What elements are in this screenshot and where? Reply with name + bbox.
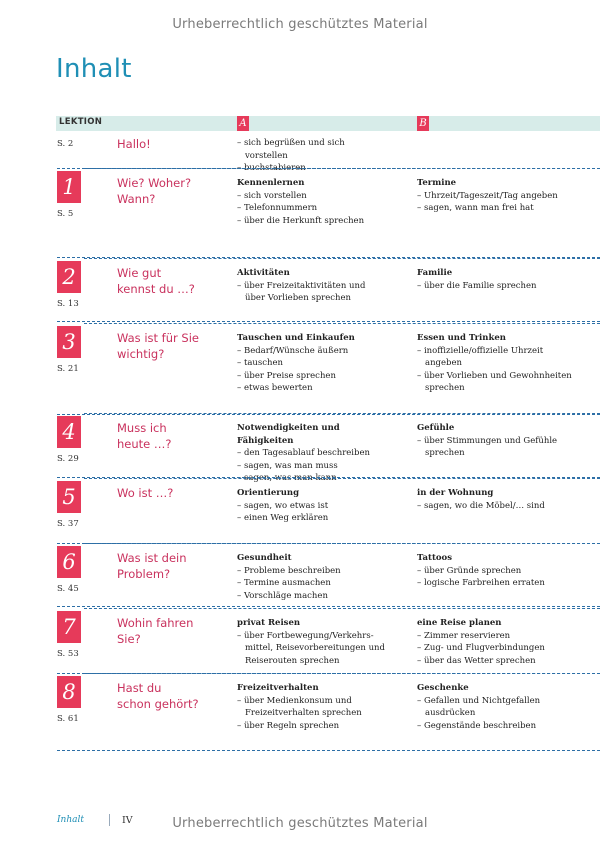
list-item: – sagen, wann man frei hat [417, 203, 534, 213]
row-top-divider [84, 258, 600, 259]
footer-separator [109, 814, 110, 826]
lesson-col-a [237, 617, 385, 667]
topic-heading: Aktivitäten [237, 268, 290, 278]
topic-heading: Tattoos [417, 553, 452, 563]
list-item: – Zug- und Flugverbindungen [417, 643, 545, 653]
header-col-a-badge: A [237, 116, 249, 131]
lesson-title: Was ist für Sie wichtig? [117, 331, 199, 361]
lesson-number-badge: 1 [57, 171, 81, 203]
topic-heading: Freizeitverhalten [237, 683, 319, 693]
list-item: – Bedarf/Wünsche äußern [237, 345, 349, 356]
lesson-title: Wie gut kennst du …? [117, 266, 195, 296]
list-item: – den Tagesablauf beschreiben [237, 448, 370, 458]
lesson-col-b [417, 332, 575, 395]
list-item: – über die Familie sprechen [417, 280, 537, 291]
lesson-col-b [417, 682, 575, 732]
lesson-number-badge: 2 [57, 261, 81, 293]
list-item: – sagen, was man kann [237, 473, 337, 483]
list-item: – Gegenstände beschreiben [417, 720, 537, 731]
lesson-title: Muss ich heute …? [117, 421, 172, 451]
topic-heading: Essen und Trinken [417, 333, 506, 343]
list-item: – Telefonnummern [237, 203, 318, 213]
lesson-col-b [417, 617, 575, 667]
lesson-title: Wie? Woher? Wann? [117, 176, 192, 206]
row-top-divider [84, 673, 600, 674]
page-title: Inhalt [56, 54, 132, 84]
lesson-col-b [417, 267, 575, 292]
lesson-col-a [237, 177, 385, 227]
lesson-page: S. 37 [57, 519, 79, 529]
list-item: – buchstabieren [237, 163, 306, 173]
lesson-title: Hast du schon gehört? [117, 681, 199, 711]
lesson-col-a [237, 332, 385, 395]
lesson-col-a [237, 552, 385, 602]
list-item: – sagen, wo die Möbel/… sind [417, 500, 545, 511]
list-item: – über Vorlieben und Gewohnheiten sprechen [417, 370, 572, 393]
list-item: – über das Wetter sprechen [417, 655, 536, 666]
topic-heading: privat Reisen [237, 618, 301, 628]
list-item: – über Regeln sprechen [237, 720, 340, 731]
list-item: – Gefallen und Nichtgefallen ausdrücken [417, 695, 541, 718]
list-item: – tauschen [237, 358, 284, 368]
topic-heading: Familie [417, 268, 453, 278]
lesson-title: Wo ist …? [117, 486, 174, 500]
row-divider [57, 750, 600, 751]
topic-heading: Notwendigkeiten und Fähigkeiten [237, 423, 340, 446]
list-item: – inoffizielle/offizielle Uhrzeit angeben [417, 345, 544, 368]
footer-label: Inhalt [57, 815, 85, 825]
watermark-top: Urheberrechtlich geschütztes Material [172, 17, 428, 32]
list-item: – sich vorstellen [237, 190, 307, 201]
lesson-col-a [237, 422, 385, 485]
list-item: – sagen, was man muss [237, 460, 338, 471]
row-divider [57, 414, 600, 415]
watermark-bottom: Urheberrechtlich geschütztes Material [172, 816, 428, 831]
list-item: – über Medienkonsum und Freizeitverhalten sprechen [237, 695, 362, 718]
lesson-col-b [417, 552, 575, 590]
topic-heading: Termine [417, 178, 457, 188]
lesson-page: S. 45 [57, 584, 79, 594]
list-item: – logische Farbreihen erraten [417, 578, 545, 588]
list-item: – Zimmer reservieren [417, 630, 511, 641]
row-top-divider [84, 608, 600, 609]
list-item: – einen Weg erklären [237, 513, 329, 523]
topic-heading: eine Reise planen [417, 618, 502, 628]
lesson-col-b [417, 177, 575, 215]
list-item: – Termine ausmachen [237, 578, 331, 588]
intro-title: Hallo! [117, 137, 151, 151]
row-divider [57, 606, 600, 607]
topic-heading: Geschenke [417, 683, 469, 693]
list-item: – Probleme beschreiben [237, 565, 341, 576]
row-divider [57, 321, 600, 322]
table-header-bar [56, 116, 600, 131]
topic-heading: Gefühle [417, 423, 455, 433]
lesson-number-badge: 5 [57, 481, 81, 513]
list-item: – Uhrzeit/Tageszeit/Tag angeben [417, 190, 558, 201]
list-item: – sagen, wo etwas ist [237, 500, 329, 511]
lesson-page: S. 61 [57, 714, 79, 724]
lesson-title: Was ist dein Problem? [117, 551, 187, 581]
lesson-page: S. 53 [57, 649, 79, 659]
lesson-page: S. 13 [57, 299, 79, 309]
lesson-page: S. 21 [57, 364, 79, 374]
topic-heading: Kennenlernen [237, 178, 305, 188]
intro-page: S. 2 [57, 139, 74, 149]
list-item: – über Stimmungen und Gefühle sprechen [417, 435, 558, 458]
lesson-number-badge: 6 [57, 546, 81, 578]
row-top-divider [84, 543, 600, 544]
lesson-number-badge: 3 [57, 326, 81, 358]
lesson-number-badge: 7 [57, 611, 81, 643]
lesson-col-a [237, 267, 385, 305]
topic-heading: Orientierung [237, 488, 300, 498]
lesson-number-badge: 4 [57, 416, 81, 448]
row-top-divider [84, 323, 600, 324]
lesson-col-a [237, 682, 385, 732]
topic-heading: Gesundheit [237, 553, 292, 563]
lesson-col-a [237, 487, 385, 525]
topic-heading: Tauschen und Einkaufen [237, 333, 355, 343]
lesson-number-badge: 8 [57, 676, 81, 708]
header-col-b-badge: B [417, 116, 429, 131]
list-item: – Vorschläge machen [237, 590, 328, 601]
footer-page-number: IV [122, 815, 133, 826]
row-top-divider [84, 413, 600, 414]
lesson-col-b [417, 487, 575, 512]
topic-heading: in der Wohnung [417, 488, 494, 498]
list-item: – sich begrüßen und sich vorstellen [237, 138, 345, 161]
list-item: – etwas bewerten [237, 383, 313, 393]
list-item: – über Fortbewegung/Verkehrs-mittel, Reisevorbereitungen und Reiserouten sprechen [237, 630, 385, 666]
row-top-divider [84, 478, 600, 479]
list-item: – über Freizeitaktivitäten und über Vorlieben sprechen [237, 280, 366, 303]
lesson-page: S. 29 [57, 454, 79, 464]
lesson-page: S. 5 [57, 209, 74, 219]
lesson-title: Wohin fahren Sie? [117, 616, 194, 646]
list-item: – über Gründe sprechen [417, 565, 522, 576]
header-lektion: LEKTION [59, 117, 103, 127]
list-item: – über die Herkunft sprechen [237, 215, 365, 226]
list-item: – über Preise sprechen [237, 370, 336, 381]
row-top-divider [84, 168, 600, 169]
lesson-col-b [417, 422, 575, 460]
